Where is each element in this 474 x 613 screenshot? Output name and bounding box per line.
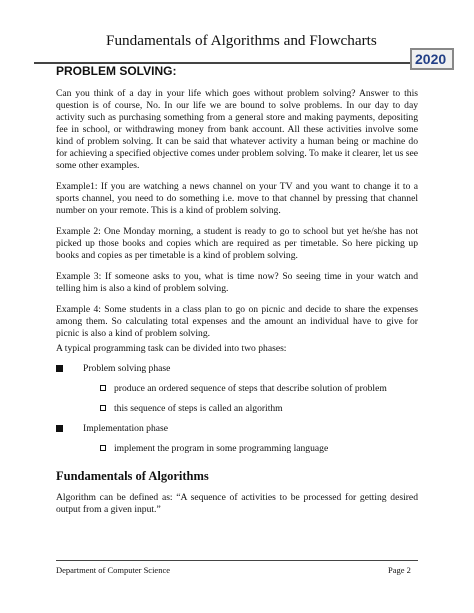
section2-text: Algorithm can be defined as: “A sequence of activities to be processed for getting desired output from a given input.” — [56, 492, 418, 515]
footer-page-number: Page 2 — [388, 565, 411, 575]
phases-intro: A typical programming task can be divided into two phases: — [56, 343, 287, 354]
phase-subitem — [100, 403, 418, 415]
paragraph-example-3: Example 3: If someone asks to you, what is time now? So seeing time in your watch and telling him is also a kind of problem solving. — [56, 271, 418, 294]
section-heading: PROBLEM SOLVING: — [56, 64, 177, 78]
footer-department: Department of Computer Science — [56, 565, 171, 575]
checkbox-bullet-icon — [100, 445, 106, 451]
year-text: 2020 — [415, 51, 447, 67]
square-bullet-icon — [56, 425, 63, 432]
phase-item — [56, 423, 418, 435]
phase-subitem — [100, 443, 418, 455]
page-body — [56, 64, 418, 525]
phase-label: Problem solving phase — [83, 363, 171, 374]
header-title: Fundamentals of Algorithms and Flowcharts — [106, 32, 377, 49]
paragraph-intro: Can you think of a day in your life which goes without problem solving? Answer to this question is of course, No. In our life we are bound to solve problems. In our day to day activity such as purchasing something from a general store and making payments, depositing fee in school, or withdrawing money from bank account. All these activities involve some kind of problem solving. It can be said that whatever activity a human being or machine do for achieving a specified objective comes under problem solving. To make it clearer, let us see some other examples. — [56, 88, 418, 171]
section2-title: Fundamentals of Algorithms — [56, 469, 209, 483]
page-header — [34, 22, 447, 67]
paragraph-example-1: Example1: If you are watching a news channel on your TV and you want to change it to a sports channel, you need to do something i.e. move to that channel by pressing that channel number on your remote. This is a kind of problem solving. — [56, 181, 418, 216]
footer-rule — [56, 560, 418, 561]
phase-subitem-text: this sequence of steps is called an algorithm — [114, 403, 283, 414]
checkbox-bullet-icon — [100, 385, 106, 391]
paragraph-example-2: Example 2: One Monday morning, a student is ready to go to school but yet he/she has not picked up those books and copies which are required as per timetable. So here picking up books and copies as per timetable is a kind of problem solving. — [56, 226, 418, 261]
paragraph-example-4: Example 4: Some students in a class plan to go on picnic and decide to share the expenses among them. So calculating total expenses and the amount an individual have to give for picnic is also a kind of problem solving. — [56, 304, 418, 339]
phase-subitem — [100, 383, 418, 395]
checkbox-bullet-icon — [100, 405, 106, 411]
phase-subitem-text: produce an ordered sequence of steps that describe solution of problem — [114, 383, 387, 394]
phase-label: Implementation phase — [83, 423, 168, 434]
phase-item — [56, 363, 418, 375]
square-bullet-icon — [56, 365, 63, 372]
phase-subitem-text: implement the program in some programming language — [114, 443, 329, 454]
